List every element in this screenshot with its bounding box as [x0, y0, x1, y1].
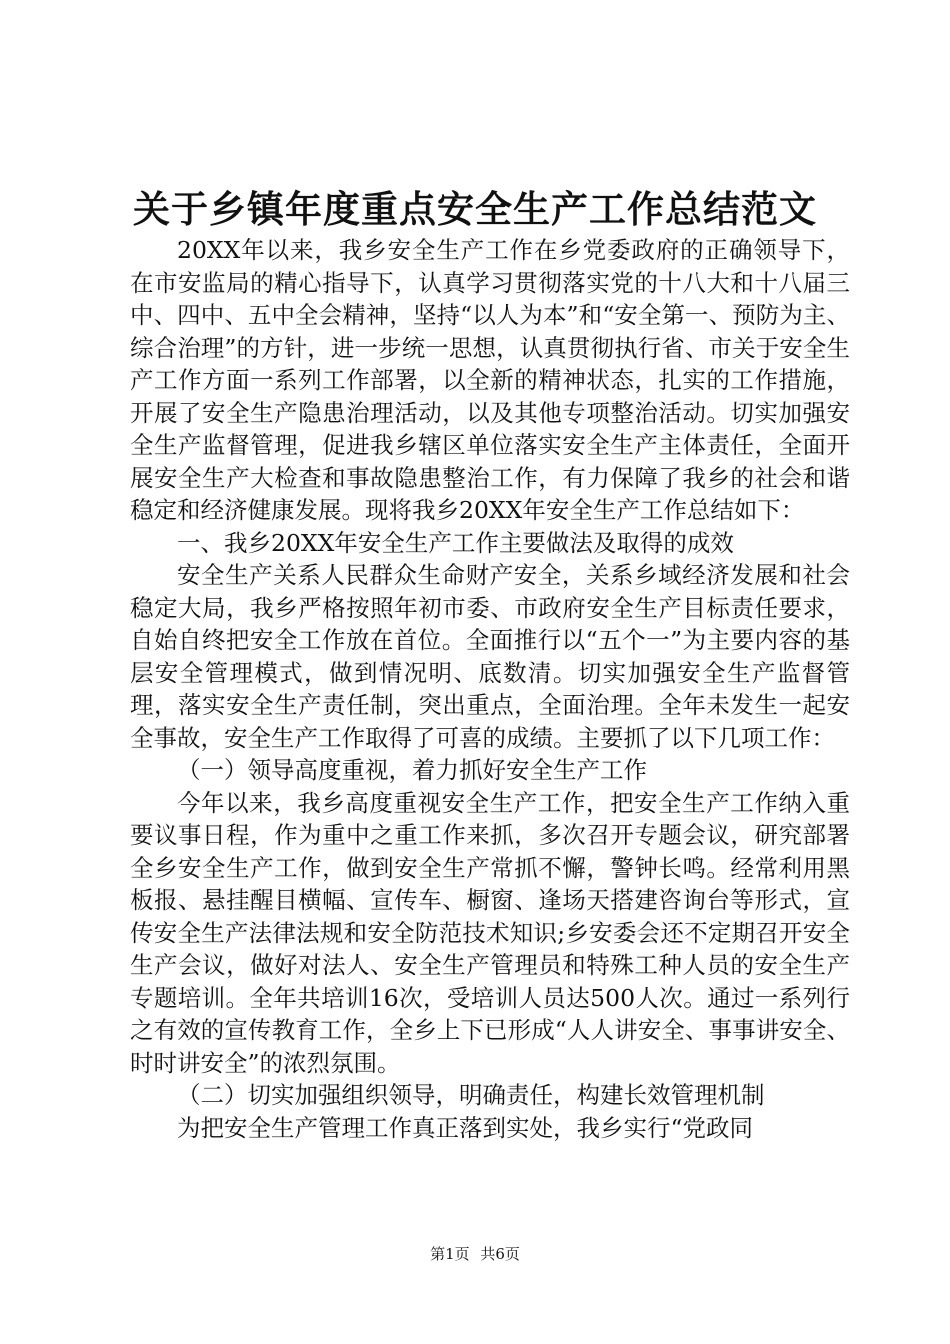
document-title: 关于乡镇年度重点安全生产工作总结范文	[133, 188, 817, 231]
page-number: 第1页	[430, 1245, 470, 1263]
subsection-heading-2: （二）切实加强组织领导，明确责任，构建长效管理机制	[177, 1081, 765, 1109]
paragraph-subsection-2: 为把安全生产管理工作真正落到实处，我乡实行“党政同	[177, 1113, 754, 1142]
document-body	[130, 234, 850, 1144]
paragraph-section-1: 安全生产关系人民群众生命财产安全，关系乡域经济发展和社会稳定大局，我乡严格按照年初市委、市政府安全生产目标责任要求，自始自终把安全工作放在首位。全面推行以“五个一”为主要内容的基层安全管理模式，做到情况明、底数清。切实加强安全生产监督管理，落实安全生产责任制，突出重点，全面治理。全年未发生一起安全事故，安全生产工作取得了可喜的成绩。主要抓了以下几项工作：	[130, 561, 850, 752]
page-footer	[0, 1244, 950, 1264]
page-total: 共6页	[480, 1245, 520, 1263]
section-heading-1: 一、我乡20XX年安全生产工作主要做法及取得的成效	[177, 528, 734, 557]
paragraph-subsection-1: 今年以来，我乡高度重视安全生产工作，把安全生产工作纳入重要议事日程，作为重中之重工作来抓，多次召开专题会议，研究部署全乡安全生产工作，做到安全生产常抓不懈，警钟长鸣。经常利用黑板报、悬挂醒目横幅、宣传车、橱窗、逢场天搭建咨询台等形式，宣传安全生产法律法规和安全防范技术知识;乡安委会还不定期召开安全生产会议，做好对法人、安全生产管理员和特殊工种人员的安全生产专题培训。全年共培训16次，受培训人员达500人次。通过一系列行之有效的宣传教育工作，全乡上下已形成“人人讲安全、事事讲安全、时时讲安全”的浓烈氛围。	[130, 788, 850, 1077]
subsection-heading-1: （一）领导高度重视，着力抓好安全生产工作	[177, 756, 647, 784]
paragraph-intro: 20XX年以来，我乡安全生产工作在乡党委政府的正确领导下，在市安监局的精心指导下，认真学习贯彻落实党的十八大和十八届三中、四中、五中全会精神，坚持“以人为本”和“安全第一、预防为主、综合治理”的方针，进一步统一思想，认真贯彻执行省、市关于安全生产工作方面一系列工作部署，以全新的精神状态，扎实的工作措施，开展了安全生产隐患治理活动，以及其他专项整治活动。切实加强安全生产监督管理，促进我乡辖区单位落实安全生产主体责任，全面开展安全生产大检查和事故隐患整治工作，有力保障了我乡的社会和谐稳定和经济健康发展。现将我乡20XX年安全生产工作总结如下：	[130, 236, 850, 524]
